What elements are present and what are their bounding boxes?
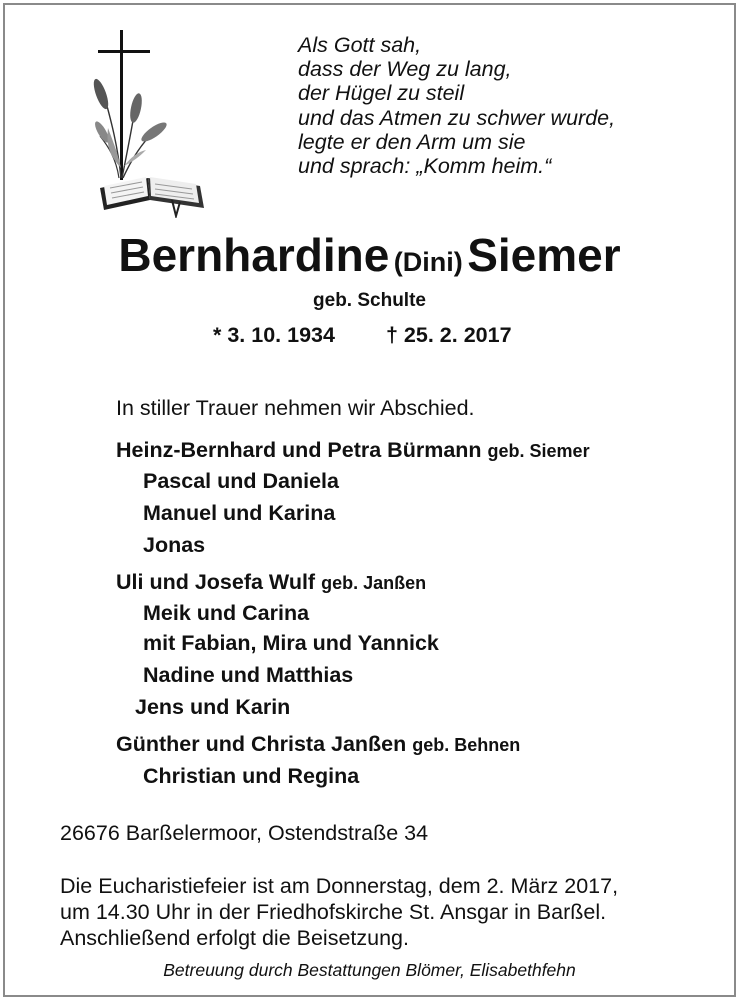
poem-line: Als Gott sah,: [298, 33, 422, 57]
family-line: [143, 469, 339, 494]
family-names: Nadine und Matthias: [143, 663, 354, 687]
deceased-name: [0, 228, 739, 282]
service-line: Anschließend erfolgt die Beisetzung.: [60, 926, 409, 950]
funeral-home-credit: Betreuung durch Bestattungen Blömer, Elisabethfehn: [163, 960, 576, 980]
family-geb: geb. Janßen: [321, 573, 427, 593]
family-line: [116, 732, 520, 757]
poem-line: dass der Weg zu lang,: [298, 57, 512, 82]
family-names: Meik und Carina: [143, 601, 310, 625]
family-line: [135, 695, 290, 720]
death-date: † 25. 2. 2017: [386, 323, 512, 347]
family-names: Jonas: [143, 533, 206, 557]
family-line: [143, 764, 359, 789]
service-line: um 14.30 Uhr in der Friedhofskirche St. Ansgar in Barßel.: [60, 900, 607, 924]
family-names: Jens und Karin: [135, 695, 291, 719]
family-line: [143, 663, 353, 688]
birth-date: * 3. 10. 1934: [213, 323, 335, 347]
mourning-text: In stiller Trauer nehmen wir Abschied.: [116, 396, 475, 420]
poem-line: der Hügel zu steil: [298, 81, 465, 106]
family-geb: geb. Siemer: [487, 441, 590, 461]
maiden-name: geb. Schulte: [313, 290, 426, 311]
poem-line: und sprach: „Komm heim.“: [298, 154, 552, 179]
family-line: [116, 438, 590, 463]
family-line: [116, 570, 426, 595]
family-names: Uli und Josefa Wulf: [116, 570, 316, 594]
family-geb: geb. Behnen: [412, 735, 521, 755]
family-names: Heinz-Bernhard und Petra Bürmann: [116, 438, 482, 462]
poem-line: legte er den Arm um sie: [298, 129, 526, 154]
cross-wheat-bible-icon: [88, 28, 218, 218]
service-line: Die Eucharistiefeier ist am Donnerstag, dem 2. März 2017,: [60, 874, 619, 898]
family-line: [143, 501, 335, 526]
last-name: Siemer: [467, 229, 621, 281]
family-line: [143, 533, 205, 558]
poem: [298, 33, 615, 178]
nickname: (Dini): [393, 247, 463, 277]
family-names: Pascal und Daniela: [143, 469, 339, 493]
service-info: [60, 873, 618, 951]
family-names: Günther und Christa Janßen: [116, 732, 407, 756]
address: 26676 Barßelermoor, Ostendstraße 34: [60, 821, 429, 845]
family-names: Christian und Regina: [143, 764, 360, 788]
family-names: Manuel und Karina: [143, 501, 336, 525]
poem-line: und das Atmen zu schwer wurde,: [298, 105, 616, 130]
family-names: mit Fabian, Mira und Yannick: [143, 631, 439, 655]
first-name: Bernhardine: [118, 229, 390, 281]
family-line: [143, 631, 439, 656]
family-line: [143, 601, 309, 626]
